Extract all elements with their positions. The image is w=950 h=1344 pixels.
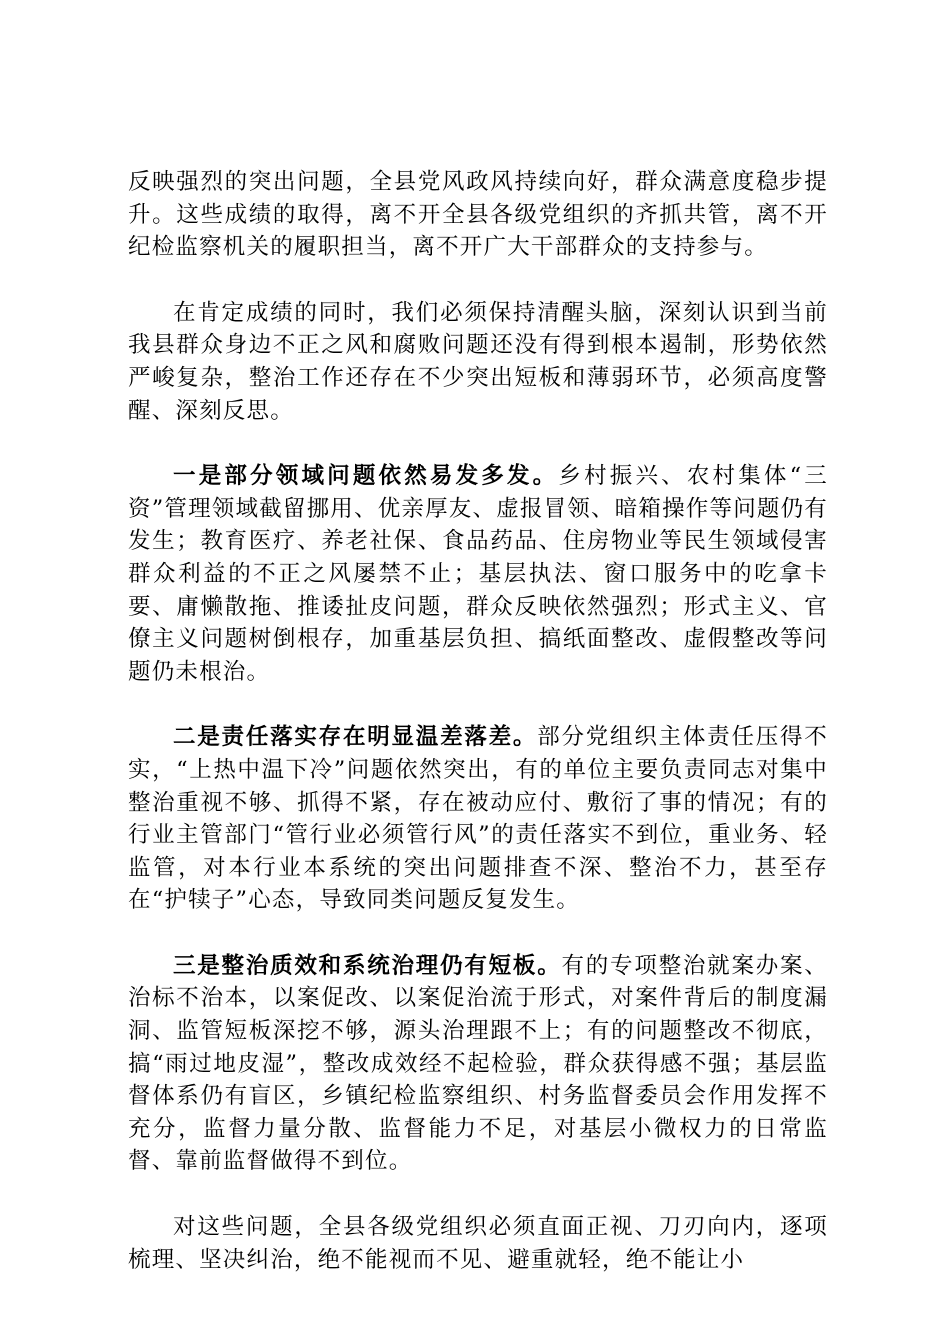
paragraph-lead: 一是部分领域问题依然易发多发。 bbox=[173, 463, 559, 490]
paragraph-lead: 二是责任落实存在明显温差落差。 bbox=[173, 724, 538, 751]
paragraph-text: 部分党组织主体责任压得不实，“上热中温下冷”问题依然突出，有的单位主要负责同志对集中整治重视不够、抓得不紧，存在被动应付、敷衍了事的情况；有的行业主管部门“管行业必须管行风”的责任落实不到位，重业务、轻监管，对本行业本系统的突出问题排查不深、整治不力，甚至存在“护犊子”心态，导致同类问题反复发生。 bbox=[128, 724, 828, 914]
paragraph-issue-three bbox=[128, 950, 828, 1178]
paragraph-text: 有的专项整治就案办案、治标不治本，以案促改、以案促治流于形式，对案件背后的制度漏洞、监管短板深挖不够，源头治理跟不上；有的问题整改不彻底，搞“雨过地皮湿”，整改成效经不起检验，群众获得感不强；基层监督体系仍有盲区，乡镇纪检监察组织、村务监督委员会作用发挥不充分，监督力量分散、监督能力不足，对基层小微权力的日常监督、靠前监督做得不到位。 bbox=[128, 952, 829, 1175]
paragraph-text: 乡村振兴、农村集体“三资”管理领域截留挪用、优亲厚友、虚报冒领、暗箱操作等问题仍有发生；教育医疗、养老社保、食品药品、住房物业等民生领域侵害群众利益的不正之风屡禁不止；基层执法、窗口服务中的吃拿卡要、庸懒散拖、推诿扯皮问题，群众反映依然强烈；形式主义、官僚主义问题树倒根存，加重基层负担、搞纸面整改、虚假整改等问题仍未根治。 bbox=[128, 463, 829, 685]
paragraph-text: 反映强烈的突出问题，全县党风政风持续向好，群众满意度稳步提升。这些成绩的取得，离不开全县各级党组织的齐抓共管，离不开纪检监察机关的履职担当，离不开广大干部群众的支持参与。 bbox=[128, 169, 828, 261]
document-page bbox=[128, 166, 828, 1309]
paragraph-issue-one bbox=[128, 460, 828, 688]
paragraph-call-to-action bbox=[128, 1211, 828, 1276]
paragraph-lead: 三是整治质效和系统治理仍有短板。 bbox=[173, 952, 562, 979]
paragraph-text: 对这些问题，全县各级党组织必须直面正视、刀刃向内，逐项梳理、坚决纠治，绝不能视而不见、避重就轻，绝不能让小 bbox=[128, 1214, 828, 1273]
paragraph-sober-assessment bbox=[128, 297, 828, 427]
paragraph-achievements-continued bbox=[128, 166, 828, 264]
paragraph-text: 在肯定成绩的同时，我们必须保持清醒头脑，深刻认识到当前我县群众身边不正之风和腐败问题还没有得到根本遏制，形势依然严峻复杂，整治工作还存在不少突出短板和薄弱环节，必须高度警醒、深刻反思。 bbox=[128, 299, 828, 424]
paragraph-issue-two bbox=[128, 721, 828, 917]
